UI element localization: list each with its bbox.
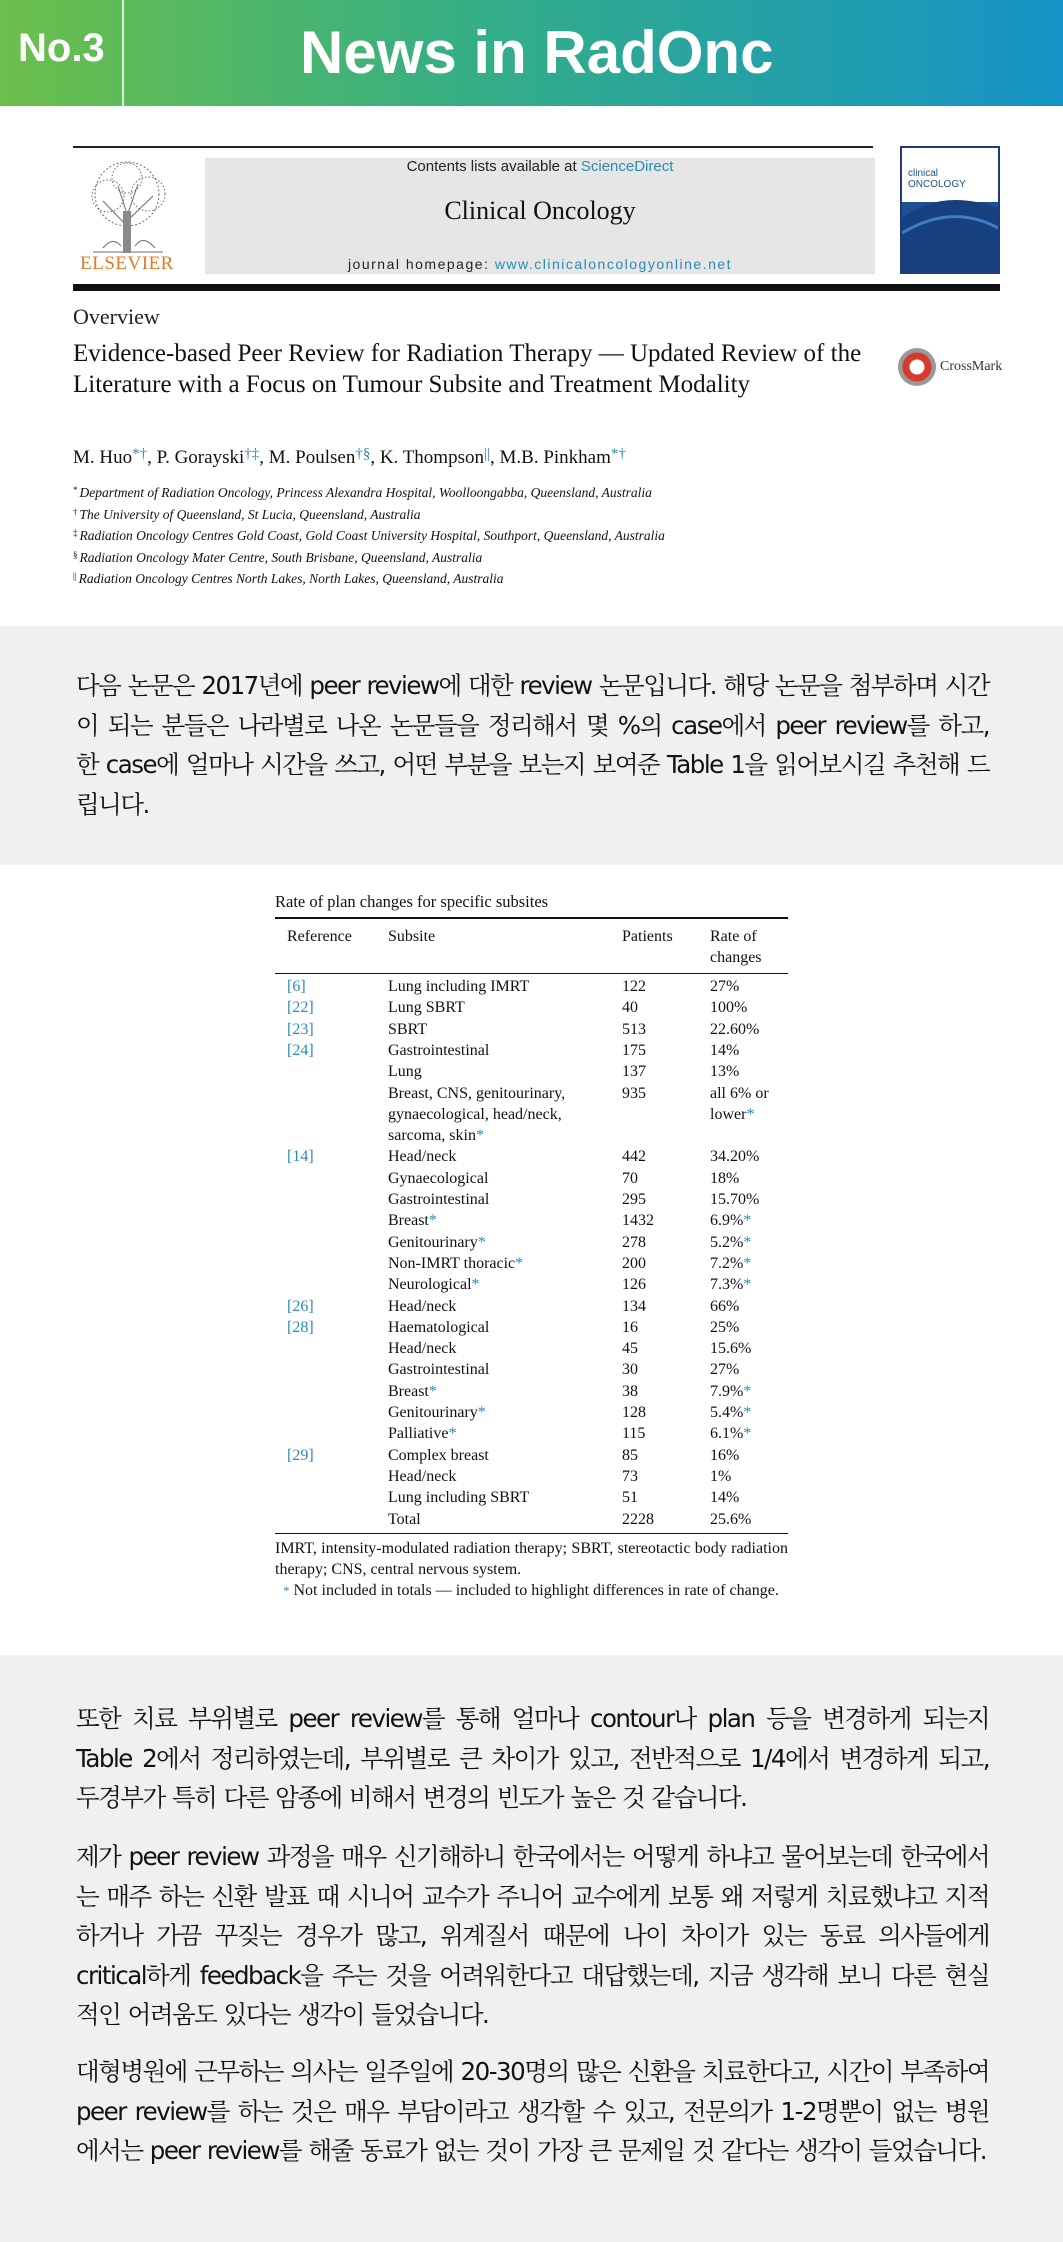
table-row	[275, 1274, 788, 1295]
table-row	[275, 1509, 788, 1530]
cover-text	[908, 168, 966, 190]
journal-cover-image	[900, 146, 1000, 274]
patients-cell: 73	[622, 1467, 638, 1485]
subsite-cell: Gastrointestinal	[388, 1361, 490, 1379]
table-caption: Rate of plan changes for specific subsites	[275, 892, 549, 911]
patients-cell: 200	[622, 1254, 646, 1272]
subsite-cell: SBRT	[388, 1020, 428, 1038]
rate-cell: 15.6%	[710, 1340, 752, 1358]
table-row	[275, 1146, 788, 1167]
author-2: P. Gorayski†‡,	[156, 446, 269, 468]
rate-cell: lower*	[710, 1105, 755, 1123]
rate-cell: all 6% or	[710, 1084, 769, 1102]
banner-title: News in RadOnc	[300, 19, 774, 86]
table-row	[275, 976, 788, 997]
affiliation-item: † The University of Queensland, St Lucia, Queensland, Australia	[73, 506, 421, 522]
rate-cell: 1%	[710, 1467, 732, 1485]
table-row	[275, 1466, 788, 1487]
table-row	[275, 1253, 788, 1274]
table-row	[275, 1104, 788, 1125]
reference-cell[interactable]: [26]	[287, 1297, 314, 1315]
reference-cell[interactable]: [14]	[287, 1148, 314, 1166]
table-row	[275, 1125, 788, 1146]
rate-cell: 14%	[710, 1041, 740, 1059]
subsite-cell: Head/neck	[388, 1297, 457, 1315]
affiliation-item: § Radiation Oncology Mater Centre, South Brisbane, Queensland, Australia	[73, 549, 483, 565]
table-row	[275, 1189, 788, 1210]
publisher-name: ELSEVIER	[80, 253, 174, 274]
col-header-rate: Rate of changes	[710, 928, 762, 966]
patients-cell: 115	[622, 1425, 646, 1443]
header-divider	[122, 0, 124, 106]
patients-cell: 1432	[622, 1212, 654, 1230]
cover-text-1: clinical	[908, 168, 939, 179]
homepage-line	[205, 256, 875, 272]
paragraph-table2: 또한 치료 부위별로 peer review를 통해 얼마나 contour나 plan 등을 변경하게 되는지 Table 2에서 정리하였는데, 부위별로 큰 차이가 있고, 전반적으로 1/4에서 변경하게 되고, 두경부가 특히 다른 암종에 비해서 변경의 빈도가 높은 것 같습니다.	[76, 1704, 989, 1812]
article-section-label: Overview	[73, 304, 160, 329]
subsite-cell: Head/neck	[388, 1467, 457, 1485]
patients-cell: 513	[622, 1020, 646, 1038]
patients-cell: 38	[622, 1382, 638, 1400]
author-1: M. Huo*†,	[73, 446, 157, 468]
subsite-cell: Neurological*	[388, 1276, 480, 1294]
rate-cell: 14%	[710, 1489, 740, 1507]
sciencedirect-link[interactable]: ScienceDirect	[580, 158, 674, 175]
patients-cell: 70	[622, 1169, 638, 1187]
patients-cell: 40	[622, 999, 638, 1017]
patients-cell: 45	[622, 1340, 638, 1358]
affiliation-list	[73, 481, 933, 589]
crossmark-icon	[898, 348, 936, 386]
subsite-cell: Lung SBRT	[388, 999, 465, 1017]
affiliation-item: * Department of Radiation Oncology, Princess Alexandra Hospital, Woolloongabba, Queensland, Australia	[73, 485, 652, 500]
reference-cell[interactable]: [28]	[287, 1318, 314, 1336]
rate-cell: 5.4%*	[710, 1404, 752, 1421]
rate-cell: 34.20%	[710, 1148, 760, 1166]
table-footnote-asterisk: * Not included in totals — included to highlight differences in rate of change.	[283, 1582, 779, 1599]
patients-cell: 935	[622, 1084, 646, 1102]
patients-cell: 51	[622, 1489, 638, 1507]
table-row	[275, 1423, 788, 1444]
subsite-cell: Complex breast	[388, 1446, 489, 1464]
rate-cell: 27%	[710, 1361, 740, 1379]
patients-cell: 137	[622, 1063, 646, 1081]
rate-cell: 15.70%	[710, 1191, 760, 1208]
reference-cell[interactable]: [22]	[287, 999, 314, 1017]
author-3: M. Poulsen†§,	[268, 446, 380, 468]
subsite-cell: Lung including SBRT	[388, 1489, 530, 1507]
table-row	[275, 1317, 788, 1338]
crossmark-label: CrossMark	[940, 359, 1003, 374]
subsite-cell: Gynaecological	[388, 1169, 489, 1187]
author-4: K. Thompson||,	[379, 446, 500, 468]
crossmark-badge[interactable]	[898, 348, 1014, 388]
table-row	[275, 1019, 788, 1040]
patients-cell: 175	[622, 1041, 646, 1059]
col-header-subsite: Subsite	[388, 928, 436, 945]
table-row	[275, 1232, 788, 1253]
subsite-cell: Genitourinary*	[388, 1404, 486, 1421]
subsite-cell: gynaecological, head/neck,	[388, 1105, 562, 1123]
cover-text-2: ONCOLOGY	[908, 179, 966, 190]
reference-cell[interactable]: [29]	[287, 1446, 314, 1464]
rate-cell: 100%	[710, 999, 748, 1017]
subsite-cell: Palliative*	[388, 1425, 457, 1443]
rate-cell: 7.2%*	[710, 1254, 752, 1272]
patients-cell: 126	[622, 1276, 646, 1294]
table-header-rule	[275, 973, 788, 974]
patients-cell: 134	[622, 1297, 646, 1315]
col-header-reference: Reference	[287, 928, 352, 945]
subsite-cell: sarcoma, skin*	[388, 1127, 484, 1145]
homepage-prefix: journal homepage:	[347, 256, 495, 272]
table-row	[275, 1061, 788, 1082]
subsite-cell: Haematological	[388, 1318, 490, 1336]
reference-cell[interactable]: [24]	[287, 1041, 314, 1059]
table-bottom-rule	[275, 1533, 788, 1534]
table-row	[275, 1359, 788, 1380]
subsite-cell: Total	[388, 1510, 421, 1528]
subsite-cell: Breast*	[388, 1212, 437, 1230]
journal-info-box	[205, 158, 875, 274]
subsite-cell: Head/neck	[388, 1340, 457, 1358]
subsite-cell: Lung	[388, 1063, 422, 1081]
subsite-cell: Gastrointestinal	[388, 1041, 490, 1059]
table-row	[275, 1296, 788, 1317]
patients-cell: 128	[622, 1404, 646, 1421]
article-title: Evidence-based Peer Review for Radiation Therapy — Updated Review of the Literature with a Focus on Tumour Subsite and Treatment Modality	[73, 340, 862, 398]
subsite-cell: Non-IMRT thoracic*	[388, 1254, 524, 1272]
header-rule-bottom	[73, 284, 1000, 291]
rate-cell: 18%	[710, 1169, 740, 1187]
col-header-patients: Patients	[622, 928, 673, 945]
table-top-rule	[275, 917, 788, 919]
patients-cell: 30	[622, 1361, 638, 1379]
reference-cell[interactable]: [6]	[287, 978, 306, 995]
author-5: M.B. Pinkham*†	[499, 446, 626, 468]
rate-cell: 25%	[710, 1318, 740, 1336]
rate-cell: 25.6%	[710, 1510, 752, 1528]
table-row	[275, 1040, 788, 1061]
contents-line	[205, 158, 875, 175]
plan-change-table	[275, 917, 788, 1537]
table-row	[275, 1210, 788, 1231]
paragraph-hospital: 대형병원에 근무하는 의사는 일주일에 20-30명의 많은 신환을 치료한다고, 시간이 부족하여 peer review를 하는 것은 매우 부담이라고 생각할 수 있고, 전문의가 1-2명뿐이 없는 병원에서는 peer review를 해줄 동료가 없는 것이 가장 큰 문제일 것 같다는 생각이 들었습니다.	[76, 2057, 989, 2165]
author-list	[73, 446, 626, 469]
contents-prefix: Contents lists available at	[406, 158, 581, 175]
journal-name: Clinical Oncology	[444, 196, 636, 225]
rate-cell: 7.9%*	[710, 1382, 752, 1400]
cover-wave-graphic	[902, 188, 998, 274]
rate-cell: 7.3%*	[710, 1276, 752, 1294]
table-row	[275, 997, 788, 1018]
subsite-cell: Breast, CNS, genitourinary,	[388, 1084, 566, 1102]
patients-cell: 2228	[622, 1510, 654, 1528]
rate-cell: 6.1%*	[710, 1425, 752, 1443]
table-footnotes	[275, 1538, 788, 1601]
table-row	[275, 1487, 788, 1508]
table-row	[275, 1381, 788, 1402]
table-footnote-abbrev: IMRT, intensity-modulated radiation therapy; SBRT, stereotactic body radiation therapy; CNS, central nervous system.	[275, 1540, 788, 1578]
intro-paragraph: 다음 논문은 2017년에 peer review에 대한 review 논문입니다. 해당 논문을 첨부하며 시간이 되는 분들은 나라별로 나온 논문들을 정리해서 몇 %의 case에서 peer review를 하고, 한 case에 얼마나 시간을 쓰고, 어떤 부분을 보는지 보여준 Table 1을 읽어보시길 추천해 드립니다.	[76, 671, 989, 819]
table-row	[275, 1338, 788, 1359]
table-row	[275, 1445, 788, 1466]
patients-cell: 442	[622, 1148, 646, 1166]
patients-cell: 278	[622, 1233, 646, 1251]
rate-cell: 66%	[710, 1297, 740, 1315]
paragraph-korea: 제가 peer review 과정을 매우 신기해하니 한국에서는 어떻게 하냐고 물어보는데 한국에서는 매주 하는 신환 발표 때 시니어 교수가 주니어 교수에게 보통 왜 저렇게 치료했냐고 지적하거나 가끔 꾸짖는 경우가 많고, 위계질서 때문에 나이 차이가 있는 동료 의사들에게 critical하게 feedback을 주는 것을 어려워한다고 대답했는데, 지금 생각해 보니 다른 현실적인 어려움도 있다는 생각이 들었습니다.	[76, 1842, 989, 2029]
table-row	[275, 1083, 788, 1104]
header-banner	[0, 0, 1063, 106]
rate-cell: 13%	[710, 1063, 740, 1081]
homepage-link[interactable]: www.clinicaloncologyonline.net	[494, 256, 733, 272]
subsite-cell: Head/neck	[388, 1148, 457, 1166]
patients-cell: 295	[622, 1191, 646, 1208]
subsite-cell: Gastrointestinal	[388, 1191, 490, 1208]
issue-number: No.3	[18, 26, 105, 70]
subsite-cell: Breast*	[388, 1382, 437, 1400]
subsite-cell: Lung including IMRT	[388, 978, 530, 995]
table-row	[275, 1168, 788, 1189]
affiliation-item: ‡ Radiation Oncology Centres Gold Coast, Gold Coast University Hospital, Southport, Queensland, Australia	[73, 528, 665, 544]
header-rule-top	[73, 146, 873, 148]
rate-cell: 27%	[710, 978, 740, 995]
rate-cell: 6.9%*	[710, 1212, 752, 1230]
patients-cell: 85	[622, 1446, 638, 1464]
rate-cell: 22.60%	[710, 1020, 760, 1038]
patients-cell: 122	[622, 978, 646, 995]
rate-cell: 5.2%*	[710, 1233, 752, 1251]
reference-cell[interactable]: [23]	[287, 1020, 314, 1038]
subsite-cell: Genitourinary*	[388, 1233, 486, 1251]
rate-cell: 16%	[710, 1446, 740, 1464]
table-row	[275, 1402, 788, 1423]
affiliation-item: || Radiation Oncology Centres North Lakes, North Lakes, Queensland, Australia	[73, 571, 504, 587]
patients-cell: 16	[622, 1318, 638, 1336]
